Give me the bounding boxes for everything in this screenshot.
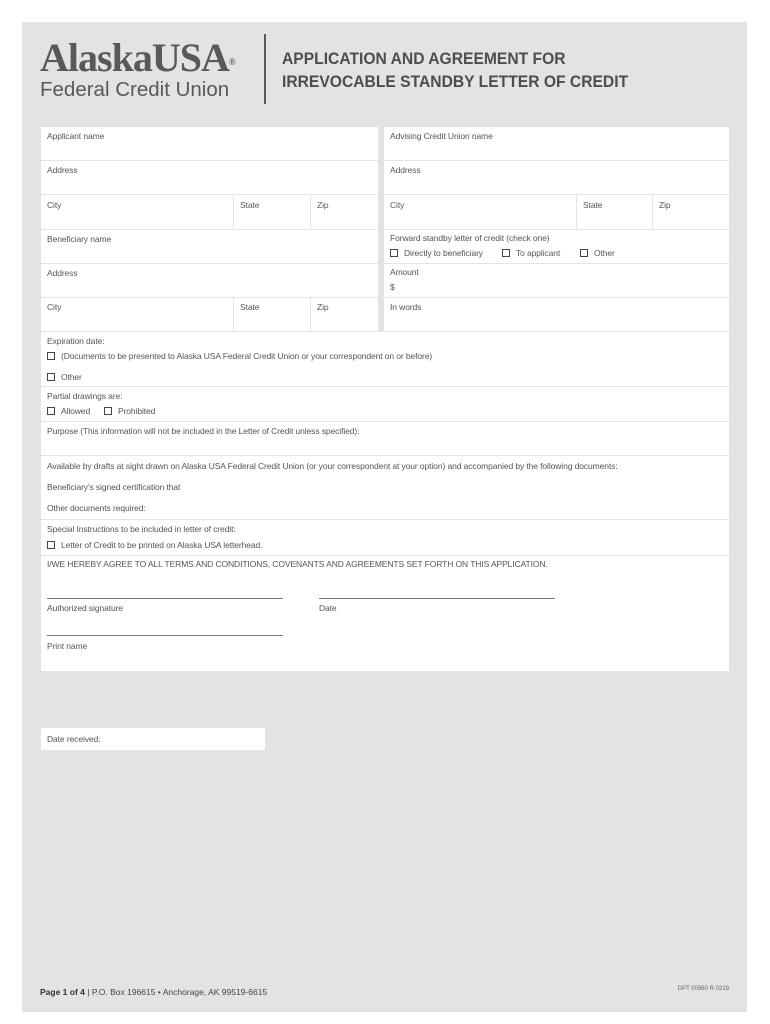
forward-options-group (384, 230, 729, 263)
applicant-name-field[interactable] (41, 127, 378, 160)
beneficiary-state-field[interactable] (234, 298, 310, 331)
beneficiary-city-field[interactable] (41, 298, 233, 331)
page-number: Page 1 of 4 (40, 987, 85, 997)
agreement-text: I/WE HEREBY AGREE TO ALL TERMS AND CONDITIONS, COVENANTS AND AGREEMENTS SET FORTH ON THIS APPLICATION. (47, 559, 548, 569)
expiration-option-documents[interactable]: (Documents to be presented to Alaska USA Federal Credit Union or your correspondent on or before) (47, 351, 432, 361)
page-footer (40, 987, 267, 997)
checkbox-to-applicant[interactable] (502, 249, 510, 257)
in-words-label: In words (390, 302, 422, 312)
advising-state-field[interactable] (577, 195, 652, 229)
checkbox-allowed[interactable] (47, 407, 55, 415)
applicant-city-field[interactable] (41, 195, 233, 229)
applicant-zip-label: Zip (317, 200, 329, 210)
advising-address-label: Address (390, 165, 421, 175)
applicant-name-label: Applicant name (47, 131, 105, 141)
special-instructions-label: Special Instructions to be included in letter of credit: (47, 524, 236, 534)
drafts-section[interactable] (41, 456, 729, 519)
checkbox-expiration-documents[interactable] (47, 352, 55, 360)
beneficiary-name-field[interactable] (41, 230, 378, 263)
advising-name-label: Advising Credit Union name (390, 131, 493, 141)
amount-currency: $ (390, 282, 395, 292)
checkbox-letterhead[interactable] (47, 541, 55, 549)
applicant-city-label: City (47, 200, 62, 210)
purpose-label: Purpose (This information will not be included in the Letter of Credit unless specified): (47, 426, 360, 436)
signature-line[interactable] (47, 598, 283, 599)
beneficiary-certification-label: Beneficiary's signed certification that (47, 482, 181, 492)
title-line-1: APPLICATION AND AGREEMENT FOR (282, 49, 566, 68)
checkbox-directly-to-beneficiary[interactable] (390, 249, 398, 257)
expiration-section (41, 332, 729, 386)
partial-option-allowed[interactable]: Allowed (47, 406, 90, 416)
advising-address-field[interactable] (384, 161, 729, 194)
title-line-2: IRREVOCABLE STANDBY LETTER OF CREDIT (282, 72, 629, 91)
logo-main-text: AlaskaUSA (40, 35, 229, 80)
letterhead-option[interactable]: Letter of Credit to be printed on Alaska USA letterhead. (47, 540, 262, 550)
applicant-address-label: Address (47, 165, 78, 175)
advising-city-field[interactable] (384, 195, 576, 229)
applicant-address-field[interactable] (41, 161, 378, 194)
amount-field[interactable] (384, 264, 729, 297)
expiration-option-other[interactable]: Other (47, 372, 82, 382)
alaska-usa-logo (40, 35, 235, 101)
checkbox-forward-other[interactable] (580, 249, 588, 257)
forward-option-other[interactable]: Other (580, 248, 615, 258)
partial-drawings-label: Partial drawings are: (47, 391, 123, 401)
partial-drawings-section (41, 387, 729, 421)
applicant-state-field[interactable] (234, 195, 310, 229)
applicant-state-label: State (240, 200, 260, 210)
checkbox-expiration-other[interactable] (47, 373, 55, 381)
forward-option-beneficiary[interactable]: Directly to beneficiary (390, 248, 483, 258)
amount-label: Amount (390, 267, 419, 277)
advising-zip-label: Zip (659, 200, 671, 210)
date-line[interactable] (319, 598, 555, 599)
advising-zip-field[interactable] (653, 195, 729, 229)
date-received-field[interactable] (41, 728, 265, 750)
form-code: DPT 00960 R 0219 (677, 986, 729, 992)
purpose-field[interactable] (41, 422, 729, 455)
forward-option-applicant[interactable]: To applicant (502, 248, 560, 258)
header-divider (264, 34, 266, 104)
beneficiary-address-label: Address (47, 268, 78, 278)
logo-subtitle: Federal Credit Union (40, 78, 230, 101)
drafts-available-text: Available by drafts at sight drawn on Alaska USA Federal Credit Union (or your correspondent at your option) and accompanied by the following documents: (47, 461, 618, 471)
beneficiary-zip-field[interactable] (311, 298, 378, 331)
registered-mark: ® (228, 57, 235, 67)
form-title (282, 47, 628, 93)
footer-address: | P.O. Box 196615 • Anchorage, AK 99519-6615 (87, 987, 268, 997)
applicant-zip-field[interactable] (311, 195, 378, 229)
beneficiary-city-label: City (47, 302, 62, 312)
forward-label: Forward standby letter of credit (check one) (390, 233, 550, 243)
print-name-line[interactable] (47, 635, 283, 636)
beneficiary-zip-label: Zip (317, 302, 329, 312)
agreement-section (41, 556, 729, 671)
amount-in-words-field[interactable] (384, 298, 729, 331)
expiration-label: Expiration date: (47, 336, 105, 346)
date-received-label: Date received: (47, 734, 101, 744)
print-name-label: Print name (47, 641, 88, 651)
beneficiary-address-field[interactable] (41, 264, 378, 297)
beneficiary-state-label: State (240, 302, 260, 312)
advising-state-label: State (583, 200, 603, 210)
advising-name-field[interactable] (384, 127, 729, 160)
date-label: Date (319, 603, 337, 613)
authorized-signature-label: Authorized signature (47, 603, 123, 613)
advising-city-label: City (390, 200, 405, 210)
beneficiary-name-label: Beneficiary name (47, 234, 112, 244)
partial-option-prohibited[interactable]: Prohibited (104, 406, 155, 416)
special-instructions-section[interactable] (41, 520, 729, 555)
checkbox-prohibited[interactable] (104, 407, 112, 415)
other-documents-label: Other documents required: (47, 503, 146, 513)
